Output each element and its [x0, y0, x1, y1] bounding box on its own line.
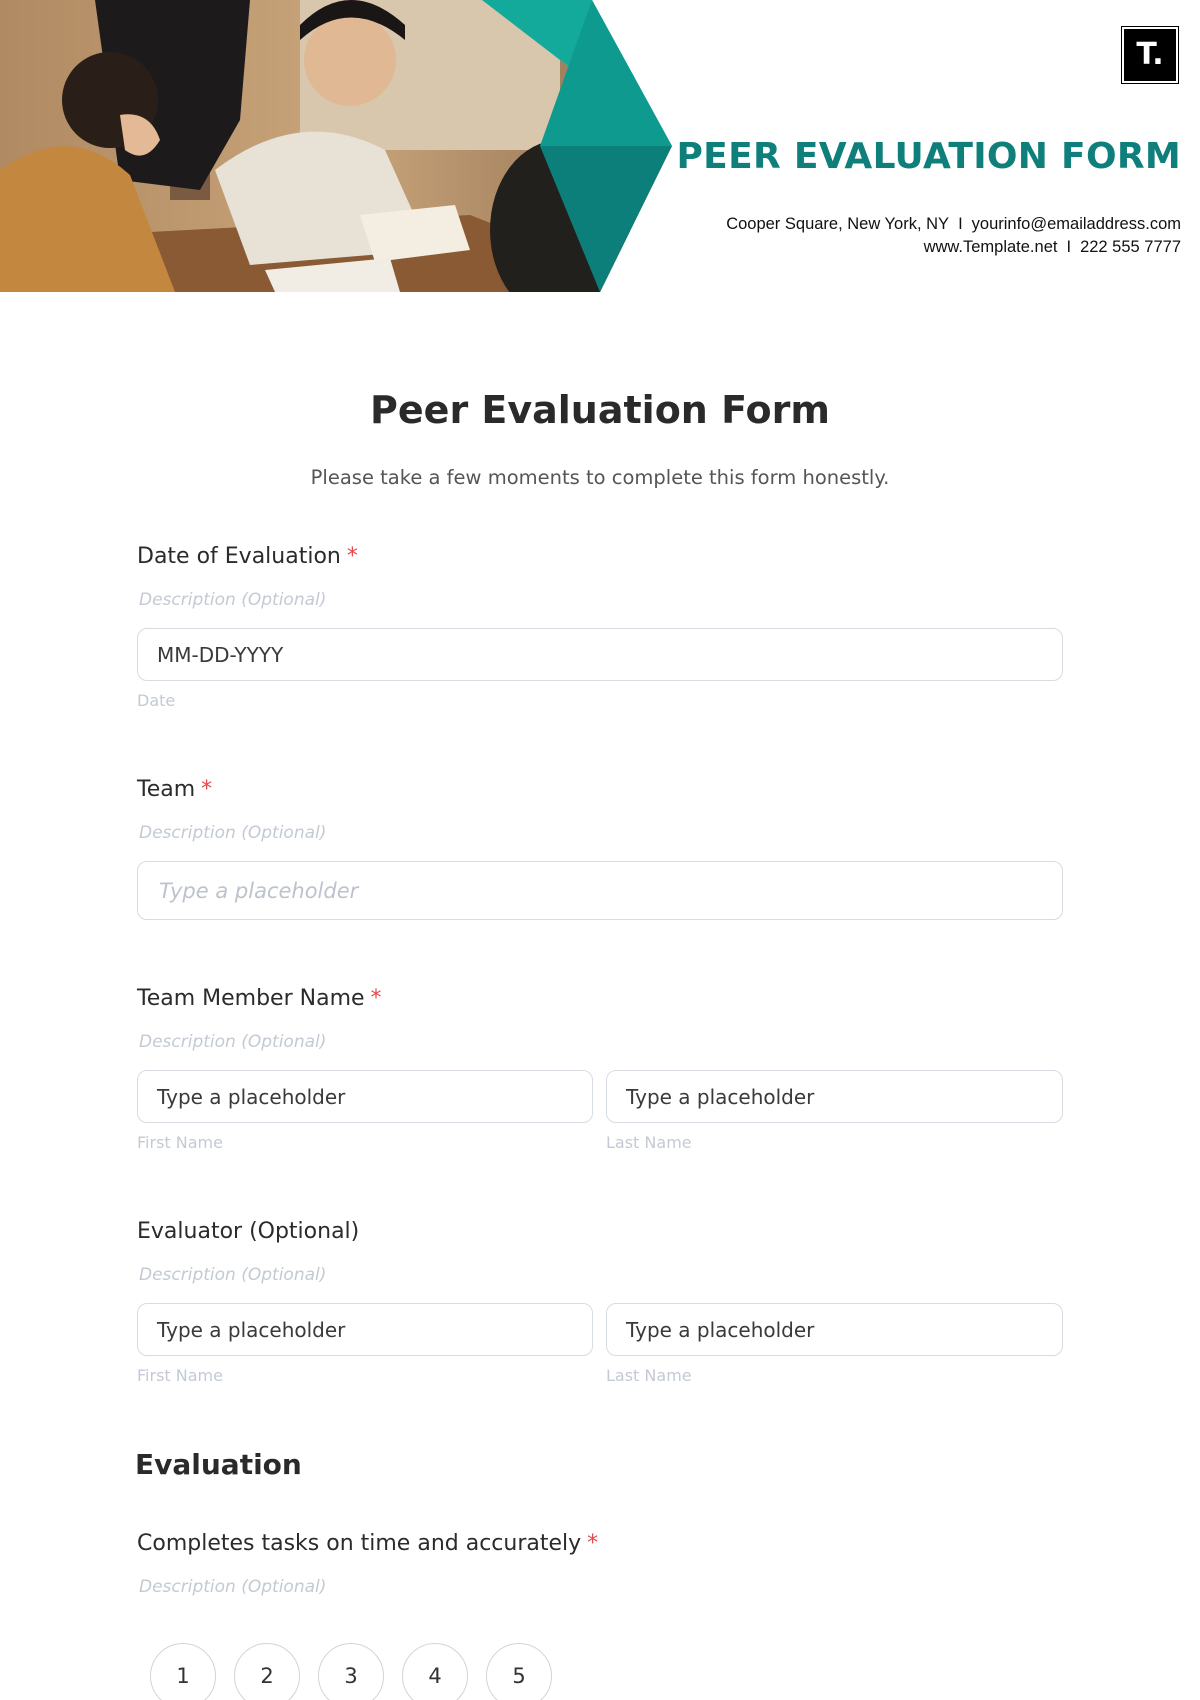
member-question-label: [137, 986, 382, 1011]
date-description: Description (Optional): [139, 590, 327, 610]
member-description: Description (Optional): [139, 1032, 327, 1052]
contact-phone: 222 555 7777: [1080, 238, 1181, 256]
tasks-label-text: Completes tasks on time and accurately: [137, 1531, 582, 1556]
contact-line-2: [726, 236, 1181, 259]
brand-logo: T.: [1122, 27, 1178, 83]
tasks-question-label: [137, 1531, 598, 1556]
member-last-name-label: Last Name: [606, 1133, 692, 1152]
form-intro: Please take a few moments to complete this form honestly.: [310, 466, 890, 489]
evaluator-last-name-label: Last Name: [606, 1366, 692, 1385]
form-title: Peer Evaluation Form: [370, 388, 830, 432]
member-first-name-label: First Name: [137, 1133, 223, 1152]
contact-info: [726, 213, 1181, 259]
required-marker: *: [346, 544, 358, 569]
required-marker: *: [370, 986, 382, 1011]
separator: I: [958, 215, 963, 233]
evaluator-first-name-label: First Name: [137, 1366, 223, 1385]
brand-title: PEER EVALUATION FORM: [676, 136, 1181, 177]
evaluation-section-title: Evaluation: [135, 1448, 302, 1481]
date-input[interactable]: MM-DD-YYYY: [137, 628, 1063, 681]
team-input[interactable]: Type a placeholder: [137, 861, 1063, 920]
separator: I: [1066, 238, 1072, 256]
contact-email: yourinfo@emailaddress.com: [971, 215, 1181, 233]
date-sub-label: Date: [137, 691, 176, 710]
rating-option-1[interactable]: 1: [150, 1643, 216, 1700]
evaluator-first-name-input[interactable]: Type a placeholder: [137, 1303, 593, 1356]
rating-option-3[interactable]: 3: [318, 1643, 384, 1700]
date-label-text: Date of Evaluation: [137, 544, 341, 569]
required-marker: *: [201, 777, 213, 802]
member-label-text: Team Member Name: [137, 986, 365, 1011]
rating-option-2[interactable]: 2: [234, 1643, 300, 1700]
team-question-label: [137, 777, 212, 802]
evaluator-description: Description (Optional): [139, 1265, 327, 1285]
rating-scale: [150, 1643, 552, 1700]
evaluator-question-label: Evaluator (Optional): [137, 1219, 360, 1244]
rating-option-5[interactable]: 5: [486, 1643, 552, 1700]
team-description: Description (Optional): [139, 823, 327, 843]
member-last-name-input[interactable]: Type a placeholder: [606, 1070, 1063, 1123]
contact-address: Cooper Square, New York, NY: [726, 215, 950, 233]
date-question-label: [137, 544, 358, 569]
header-banner: [0, 0, 1200, 292]
rating-option-4[interactable]: 4: [402, 1643, 468, 1700]
contact-website: www.Template.net: [923, 238, 1058, 256]
required-marker: *: [587, 1531, 599, 1556]
team-label-text: Team: [137, 777, 196, 802]
tasks-description: Description (Optional): [139, 1577, 327, 1597]
contact-line-1: [726, 213, 1181, 236]
evaluator-last-name-input[interactable]: Type a placeholder: [606, 1303, 1063, 1356]
member-first-name-input[interactable]: Type a placeholder: [137, 1070, 593, 1123]
